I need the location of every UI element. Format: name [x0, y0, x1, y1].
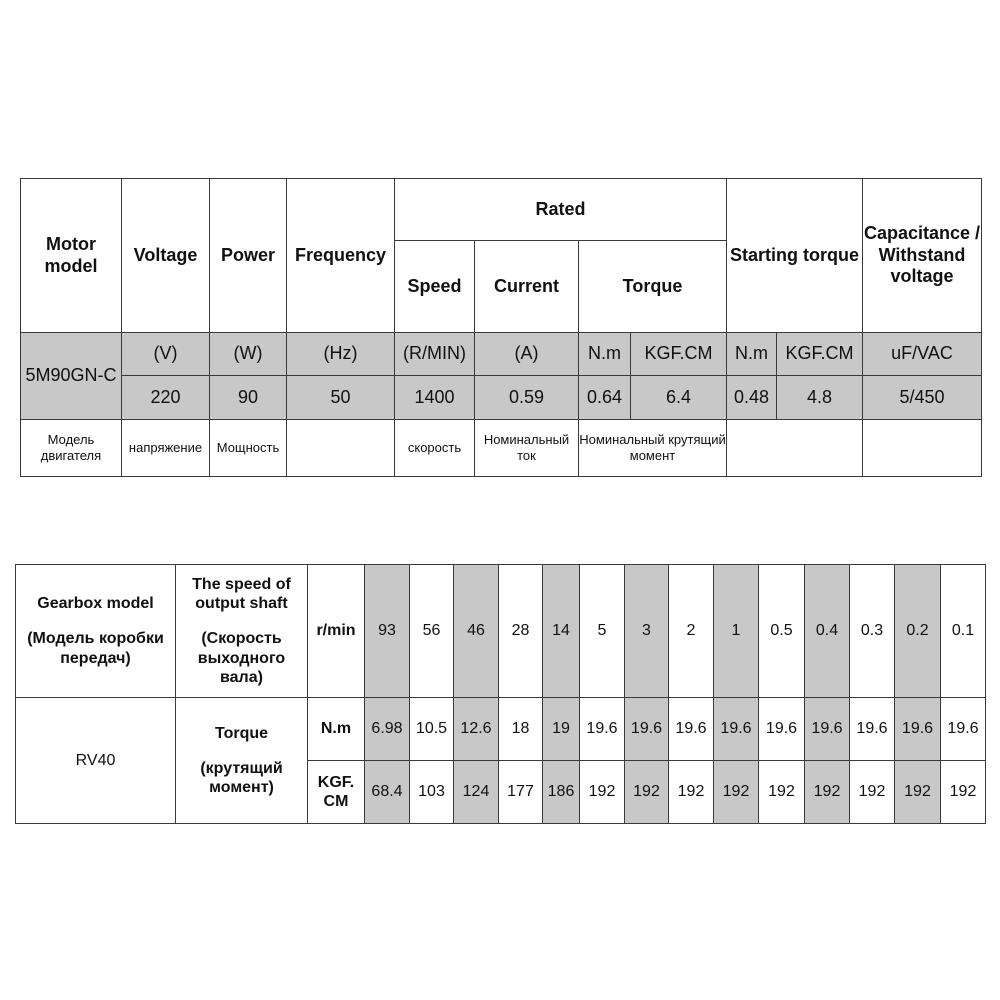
value-start-kgf: 4.8	[777, 376, 863, 420]
ru-voltage: напряжение	[122, 420, 210, 477]
torque-kgf-cell: 103	[410, 761, 454, 824]
torque-kgf-cell: 124	[454, 761, 499, 824]
torque-kgf-cell: 192	[850, 761, 895, 824]
torque-nm-cell: 19.6	[850, 698, 895, 761]
torque-nm-cell: 19.6	[941, 698, 986, 761]
speed-label-en: The speed of output shaft	[192, 576, 291, 613]
speed-cell: 56	[410, 565, 454, 698]
torque-nm-cell: 19.6	[669, 698, 714, 761]
unit-speed: (R/MIN)	[395, 333, 475, 376]
speed-cell: 3	[625, 565, 669, 698]
header-current: Current	[475, 241, 579, 333]
ru-starting-torque-empty	[727, 420, 863, 477]
header-starting-torque: Starting torque	[727, 179, 863, 333]
value-current: 0.59	[475, 376, 579, 420]
torque-nm-cell: 19.6	[805, 698, 850, 761]
torque-kgf-cell: 192	[714, 761, 759, 824]
speed-cell: 1	[714, 565, 759, 698]
speed-cell: 46	[454, 565, 499, 698]
header-frequency: Frequency	[287, 179, 395, 333]
speed-cell: 0.2	[895, 565, 941, 698]
value-speed: 1400	[395, 376, 475, 420]
speed-cell: 2	[669, 565, 714, 698]
unit-start-kgf: KGF.CM	[777, 333, 863, 376]
value-capacitance: 5/450	[863, 376, 982, 420]
ru-speed: скорость	[395, 420, 475, 477]
motor-model-value: 5M90GN-C	[21, 333, 122, 420]
speed-cell: 93	[365, 565, 410, 698]
torque-nm-cell: 12.6	[454, 698, 499, 761]
speed-cell: 0.4	[805, 565, 850, 698]
header-speed: Speed	[395, 241, 475, 333]
torque-nm-cell: 19	[543, 698, 580, 761]
torque-kgf-cell: 192	[941, 761, 986, 824]
torque-kgf-cell: 192	[805, 761, 850, 824]
unit-voltage: (V)	[122, 333, 210, 376]
torque-nm-row	[16, 698, 986, 761]
speed-cell: 5	[580, 565, 625, 698]
torque-nm-cell: 19.6	[625, 698, 669, 761]
value-torque-kgf: 6.4	[631, 376, 727, 420]
gearbox-model-label	[16, 565, 176, 698]
gearbox-model-label-ru: (Модель коробки передач)	[27, 630, 164, 667]
value-power: 90	[210, 376, 287, 420]
speed-label-ru: (Скорость выходного вала)	[197, 630, 286, 686]
value-frequency: 50	[287, 376, 395, 420]
torque-kgf-cell: 186	[543, 761, 580, 824]
torque-nm-cell: 18	[499, 698, 543, 761]
speed-cell: 0.5	[759, 565, 805, 698]
speed-cell: 0.3	[850, 565, 895, 698]
header-voltage: Voltage	[122, 179, 210, 333]
motor-spec-table	[20, 178, 982, 477]
header-motor-model: Motor model	[21, 179, 122, 333]
torque-kgf-cell: 192	[625, 761, 669, 824]
ru-torque: Номинальный крутящий момент	[579, 420, 727, 477]
torque-nm-cell: 10.5	[410, 698, 454, 761]
torque-kgf-cell: 192	[895, 761, 941, 824]
ru-frequency-empty	[287, 420, 395, 477]
torque-kgf-cell: 192	[759, 761, 805, 824]
speed-cell: 28	[499, 565, 543, 698]
torque-nm-cell: 19.6	[895, 698, 941, 761]
unit-power: (W)	[210, 333, 287, 376]
ru-current: Номинальный ток	[475, 420, 579, 477]
value-voltage: 220	[122, 376, 210, 420]
speed-label	[176, 565, 308, 698]
unit-kgf: KGF. CM	[308, 761, 365, 824]
unit-current: (A)	[475, 333, 579, 376]
speed-unit: r/min	[308, 565, 365, 698]
torque-label-ru: (крутящий момент)	[200, 759, 283, 797]
header-capacitance: Capacitance / Withstand voltage	[863, 179, 982, 333]
torque-nm-cell: 19.6	[580, 698, 625, 761]
ru-power: Мощность	[210, 420, 287, 477]
torque-kgf-cell: 192	[669, 761, 714, 824]
torque-kgf-cell: 177	[499, 761, 543, 824]
torque-label-en: Torque	[214, 724, 269, 742]
gearbox-model-value: RV40	[16, 698, 176, 824]
unit-start-nm: N.m	[727, 333, 777, 376]
speed-cell: 0.1	[941, 565, 986, 698]
torque-nm-cell: 19.6	[714, 698, 759, 761]
torque-nm-cell: 6.98	[365, 698, 410, 761]
torque-kgf-cell: 192	[580, 761, 625, 824]
unit-capacitance: uF/VAC	[863, 333, 982, 376]
speed-row	[16, 565, 986, 698]
torque-label	[176, 698, 308, 824]
header-rated: Rated	[395, 179, 727, 241]
torque-nm-cell: 19.6	[759, 698, 805, 761]
unit-torque-nm: N.m	[579, 333, 631, 376]
unit-nm: N.m	[308, 698, 365, 761]
gearbox-spec-table	[15, 564, 986, 824]
unit-frequency: (Hz)	[287, 333, 395, 376]
value-start-nm: 0.48	[727, 376, 777, 420]
value-torque-nm: 0.64	[579, 376, 631, 420]
speed-cell: 14	[543, 565, 580, 698]
ru-capacitance-empty	[863, 420, 982, 477]
torque-kgf-cell: 68.4	[365, 761, 410, 824]
header-power: Power	[210, 179, 287, 333]
header-torque: Torque	[579, 241, 727, 333]
ru-motor-model: Модель двигателя	[21, 420, 122, 477]
gearbox-model-label-en: Gearbox model	[37, 595, 154, 613]
unit-torque-kgf: KGF.CM	[631, 333, 727, 376]
